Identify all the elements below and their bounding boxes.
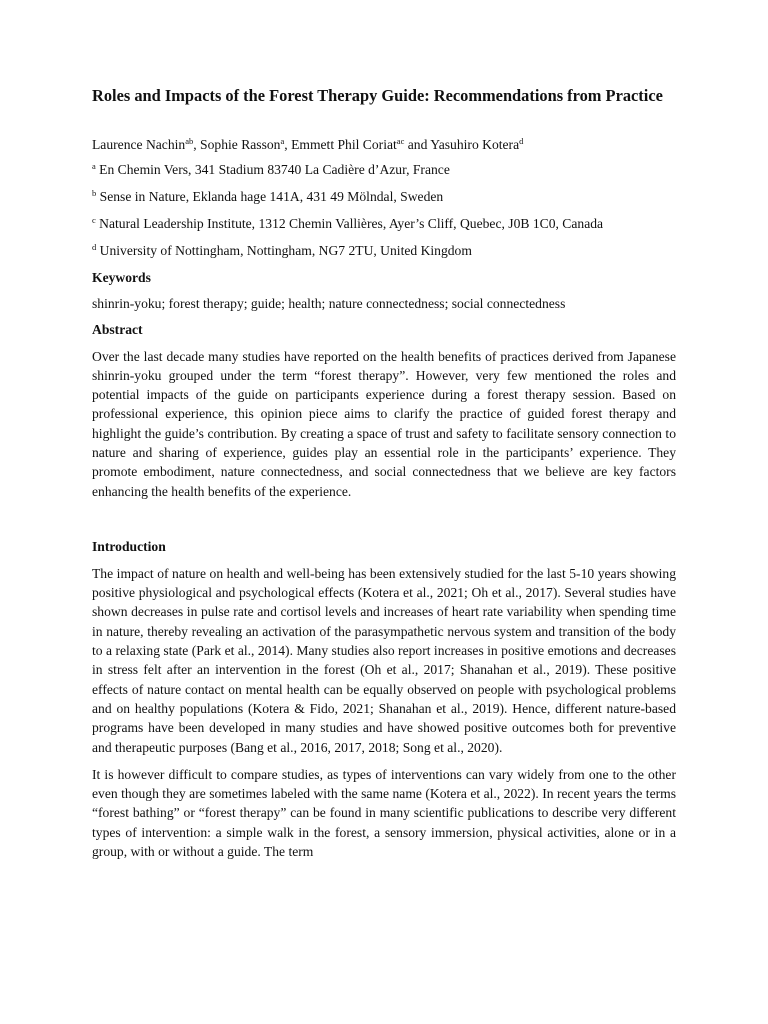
affiliation-mark: b: [92, 187, 97, 198]
affiliation-b: [92, 188, 676, 205]
affiliation-d: [92, 242, 676, 259]
author-affiliation-mark: d: [519, 135, 524, 146]
introduction-paragraph-1: The impact of nature on health and well-being has been extensively studied for the last 5-10 years showing positive physiological and psychological effects (Kotera et al., 2021; Oh et al., 2017). Several studies have shown decreases in pulse rate and cortisol levels and increases of heart rate variability when spending time in nature, thereby revealing an activation of the parasympathetic nervous system and transition of the body to a relaxing state (Park et al., 2014). Many studies also report increases in positive emotions and decreases in stress felt after an intervention in the forest (Oh et al., 2017; Shanahan et al., 2019). These positive effects of nature contact on mental health can be equally observed on people with psychological problems and on healthy populations (Kotera & Fido, 2021; Shanahan et al., 2019). Hence, different nature-based programs have been developed in many studies and have showed positive outcomes both for preventive and therapeutic purposes (Bang et al., 2016, 2017, 2018; Song et al., 2020).: [92, 565, 676, 755]
keywords-heading: Keywords: [92, 269, 151, 285]
author-separator: ,: [284, 136, 292, 152]
keywords-text: shinrin-yoku; forest therapy; guide; health; nature connectedness; social connectedness: [92, 295, 566, 311]
introduction-heading: Introduction: [92, 538, 166, 554]
paper-page: [92, 86, 676, 869]
abstract-heading: Abstract: [92, 321, 143, 337]
affiliation-text: Natural Leadership Institute, 1312 Chemin Vallières, Ayer’s Cliff, Quebec, J0B 1C0, Canada: [95, 215, 604, 231]
author-affiliation-mark: ac: [396, 135, 405, 146]
affiliation-mark: a: [92, 160, 96, 171]
author-1: [92, 137, 193, 152]
affiliation-text: University of Nottingham, Nottingham, NG7 2TU, United Kingdom: [96, 242, 472, 258]
introduction-paragraph-2: It is however difficult to compare studies, as types of interventions can vary widely from one to the other even though they are sometimes labeled with the same name (Kotera et al., 2022). In recent years the terms “forest bathing” or “forest therapy” can be found in many scientific publications to describe very different types of intervention: a simple walk in the forest, a sensory immersion, physical activities, alone or in a group, with or without a guide. The term: [92, 766, 676, 860]
paper-title: Roles and Impacts of the Forest Therapy Guide: Recommendations from Practice: [92, 86, 663, 105]
author-separator: and: [404, 136, 431, 152]
author-list: [92, 136, 676, 153]
author-3: [291, 137, 404, 152]
abstract-text: Over the last decade many studies have reported on the health benefits of practices derived from Japanese shinrin-yoku grouped under the term “forest therapy”. However, very few mentioned the roles and potential impacts of the guide on participants experience during a forest therapy session. Based on professional experience, this opinion piece aims to clarify the practice of guided forest therapy and highlight the guide’s contribution. By creating a space of trust and safety to facilitate sensory connection to nature and sharing of experience, guides play an essential role in the participants’ experience. They promote embodiment, nature connectedness, and social connectedness that we believe are key factors enhancing the health benefits of the experience.: [92, 348, 676, 499]
affiliation-mark: d: [92, 241, 97, 252]
author-2: [200, 137, 284, 152]
author-name: Yasuhiro Kotera: [430, 136, 520, 152]
affiliation-text: Sense in Nature, Eklanda hage 141A, 431 49 Mölndal, Sweden: [96, 188, 444, 204]
author-name: Laurence Nachin: [92, 136, 186, 152]
author-affiliation-mark: ab: [185, 135, 194, 146]
author-separator: ,: [193, 136, 201, 152]
author-name: Sophie Rasson: [200, 136, 281, 152]
author-name: Emmett Phil Coriat: [291, 136, 397, 152]
affiliation-a: [92, 161, 676, 178]
author-4: [430, 137, 523, 152]
affiliation-c: [92, 215, 676, 232]
affiliation-text: En Chemin Vers, 341 Stadium 83740 La Cadière d’Azur, France: [95, 161, 450, 177]
author-affiliation-mark: a: [280, 135, 285, 146]
affiliation-mark: c: [92, 214, 96, 225]
